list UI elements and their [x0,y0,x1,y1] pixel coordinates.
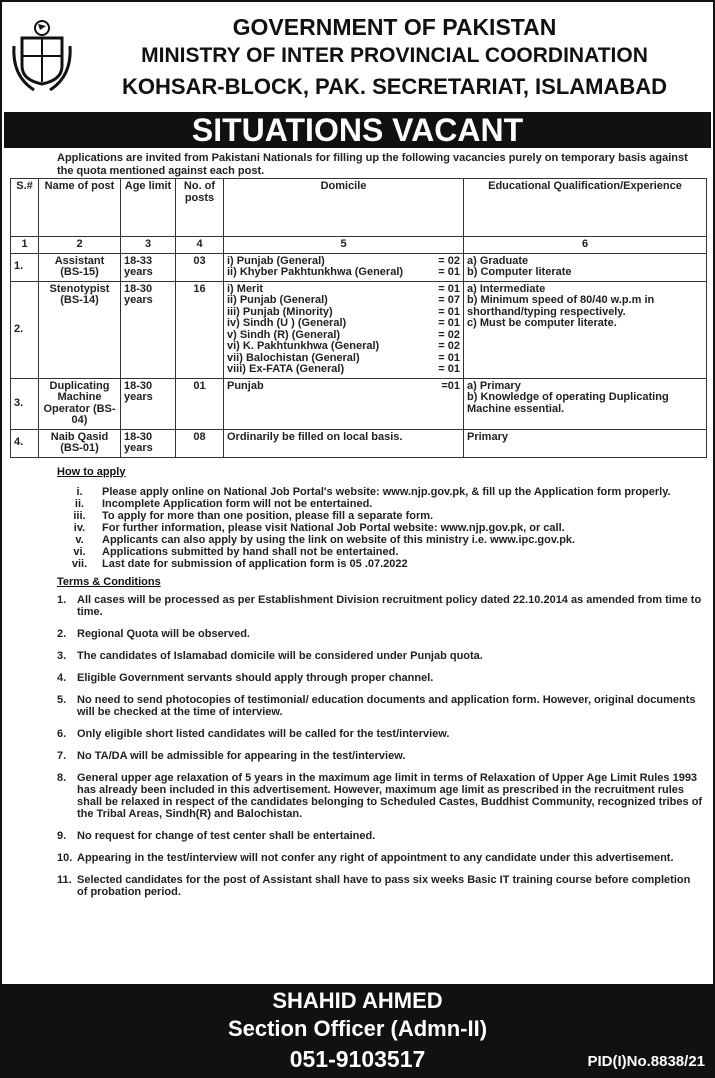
posts-count: 08 [176,429,224,457]
table-row [11,281,707,378]
quota-count: = 07 [438,294,460,306]
item-text: Applicants can also apply by using the link on website of this ministry i.e. www.ipc.gov.pk. [102,533,576,546]
pid-number: PID(I)No.8838/21 [587,1053,705,1070]
domicile-cell [224,429,464,457]
serial-number: 4. [11,429,39,457]
quota-count: = 01 [438,317,460,329]
post-name: Duplicating Machine Operator (BS-04) [39,378,121,429]
term-item [57,830,703,842]
qualification-item: Primary [467,430,508,443]
item-number: 10. [57,851,73,864]
item-text: The candidates of Islamabad domicile will be considered under Punjab quota. [77,649,483,662]
column-header: Name of post [39,179,121,237]
domicile-quota [227,364,460,376]
signature-block [2,984,713,1076]
item-number: iii. [73,509,86,522]
item-text: No TA/DA will be admissible for appearing in the test/interview. [77,749,406,762]
column-number: 1 [11,237,39,254]
age-limit: 18-30 years [121,378,176,429]
item-text: All cases will be processed as per Establishment Division recruitment policy dated 22.10.2014 as amended from time to time. [77,593,702,618]
domicile-cell [224,281,464,378]
domicile-cell [224,253,464,281]
domicile-region: ii) Khyber Pakhtunkhwa (General) [227,266,404,278]
domicile-region: vi) K. Pakhtunkhwa (General) [227,340,380,352]
qualification-cell [464,253,707,281]
term-item [57,874,703,898]
apply-instruction [57,522,703,534]
serial-number: 2. [11,281,39,378]
quota-count: = 02 [438,340,460,352]
quota-count: = 01 [438,363,460,375]
item-number: v. [75,533,84,546]
column-header: Domicile [224,179,464,237]
item-text: Incomplete Application form will not be entertained. [102,497,373,510]
header [2,2,713,110]
item-number: 11. [57,873,72,886]
serial-number: 1. [11,253,39,281]
term-item [57,594,703,618]
quota-count: = 01 [438,266,460,278]
table-row [11,378,707,429]
item-number: iv. [73,521,86,534]
officer-name: SHAHID AHMED [272,988,443,1013]
officer-designation: Section Officer (Admn-II) [227,1016,488,1041]
item-number: 5. [57,693,67,706]
term-item [57,628,703,640]
situations-vacant-banner: SITUATIONS VACANT [4,112,711,148]
quota-count: = 01 [438,282,460,295]
item-text: Only eligible short listed candidates will be called for the test/interview. [77,727,450,740]
item-number: 7. [57,749,67,762]
item-number: 1. [57,593,67,606]
item-number: ii. [74,497,85,510]
quota-count: = 01 [438,351,460,364]
term-item [57,694,703,718]
post-name: Stenotypist (BS-14) [39,281,121,378]
apply-instruction [57,510,703,522]
domicile-quota [227,295,460,307]
qualification-item: b) Knowledge of operating Duplicating Machine essential. [467,391,669,415]
item-text: No request for change of test center shall be entertained. [77,829,376,842]
column-header: No. of posts [176,179,224,237]
domicile-quota [227,341,460,353]
qualification-cell [464,378,707,429]
ministry-title: MINISTRY OF INTER PROVINCIAL COORDINATION [141,44,648,67]
qualification-item: a) Primary [467,379,521,392]
domicile-quota [227,318,460,330]
item-text: Eligible Government servants should apply through proper channel. [77,671,434,684]
item-text: Regional Quota will be observed. [77,627,250,640]
term-item [57,852,703,864]
item-text: General upper age relaxation of 5 years in the maximum age limit in terms of Relaxation of Upper Age Limit Rules 1993 has already been included in this advertisement. However, maximum age limit as prescribed in the recruitment rules shall be relaxed in respect of the candidates belonging to Scheduled Castes, Buddhist Community, recognized tribes of the Tribal Areas, Sindh(R) and Balochistan. [77,771,703,820]
age-limit: 18-33 years [121,253,176,281]
item-text: No need to send photocopies of testimonial/ education documents and application form. However, original documents will be checked at the time of interview. [77,693,696,718]
address: KOHSAR-BLOCK, PAK. SECRETARIAT, ISLAMABAD [121,74,668,99]
column-header: Educational Qualification/Experience [464,179,707,237]
terms-heading: Terms & Conditions [57,575,161,588]
qualification-cell [464,281,707,378]
government-title: GOVERNMENT OF PAKISTAN [232,14,557,40]
quota-count: = 01 [438,305,460,318]
qualification-cell [464,429,707,457]
apply-instruction [57,486,703,498]
domicile-quota [227,381,460,393]
domicile-region: Punjab [227,379,264,392]
domicile-region: iii) Punjab (Minority) [227,305,333,318]
posts-count: 03 [176,253,224,281]
government-emblem-icon [10,16,74,92]
item-text: Selected candidates for the post of Assistant shall have to pass six weeks Basic IT training course before completion of probation period. [77,873,691,898]
term-item [57,750,703,762]
item-number: 2. [57,627,67,640]
item-number: vii. [71,557,88,570]
domicile-region: Ordinarily be filled on local basis. [227,430,403,443]
item-text: For further information, please visit National Job Portal website: www.njp.gov.pk, or call. [102,521,565,534]
column-header: Age limit [121,179,176,237]
how-to-apply-heading: How to apply [57,465,126,478]
posts-count: 16 [176,281,224,378]
item-number: 9. [57,829,67,842]
item-number: 3. [57,649,67,662]
apply-instruction [57,534,703,546]
item-text: Appearing in the test/interview will not confer any right of appointment to any candidate under this advertisement. [77,851,674,864]
term-item [57,672,703,684]
item-number: 6. [57,727,67,740]
domicile-region: i) Merit [227,282,264,295]
item-number: 8. [57,771,67,784]
qualification-item: b) Minimum speed of 80/40 w.p.m in shorthand/typing respectively. [467,294,655,318]
vacancies-table [10,178,707,458]
item-text: Please apply online on National Job Portal's website: www.njp.gov.pk, & fill up the Application form properly. [102,485,671,498]
quota-count: = 02 [438,254,460,267]
column-number: 4 [176,237,224,254]
domicile-quota [227,267,460,279]
qualification-item: a) Graduate [467,254,529,267]
term-item [57,772,703,820]
item-number: 4. [57,671,67,684]
item-text: To apply for more than one position, please fill a separate form. [102,509,434,522]
table-row [11,429,707,457]
quota-count: = 02 [438,328,460,341]
item-text: Applications submitted by hand shall not be entertained. [102,545,399,558]
qualification-item: c) Must be computer literate. [467,317,617,329]
term-item [57,650,703,662]
domicile-region: vii) Balochistan (General) [227,351,360,364]
column-header: S.# [11,179,39,237]
serial-number: 3. [11,378,39,429]
item-text: Last date for submission of application form is 05 .07.2022 [102,557,408,570]
domicile-region: iv) Sindh (U ) (General) [227,317,347,329]
phone-number: 051-9103517 [289,1046,426,1072]
post-name: Assistant (BS-15) [39,253,121,281]
intro-text: Applications are invited from Pakistani Nationals for filling up the following vacancies purely on temporary basis against the quota mentioned against each post. [57,152,688,177]
domicile-region: v) Sindh (R) (General) [227,328,341,341]
term-item [57,728,703,740]
posts-count: 01 [176,378,224,429]
age-limit: 18-30 years [121,429,176,457]
apply-instruction [57,498,703,510]
age-limit: 18-30 years [121,281,176,378]
how-to-apply-list [57,486,703,570]
item-number: vi. [73,545,86,558]
column-number: 6 [464,237,707,254]
qualification-item: b) Computer literate [467,266,572,278]
post-name: Naib Qasid (BS-01) [39,429,121,457]
domicile-region: viii) Ex-FATA (General) [227,363,345,375]
item-number: i. [76,485,83,498]
apply-instruction [57,546,703,558]
domicile-quota [227,432,460,444]
quota-count: =01 [441,379,460,392]
qualification-item: a) Intermediate [467,282,546,295]
column-number: 3 [121,237,176,254]
domicile-cell [224,378,464,429]
table-row [11,253,707,281]
column-number: 5 [224,237,464,254]
column-number: 2 [39,237,121,254]
domicile-region: i) Punjab (General) [227,254,325,267]
terms-list [57,594,703,898]
apply-instruction [57,558,703,570]
domicile-region: ii) Punjab (General) [227,294,328,306]
